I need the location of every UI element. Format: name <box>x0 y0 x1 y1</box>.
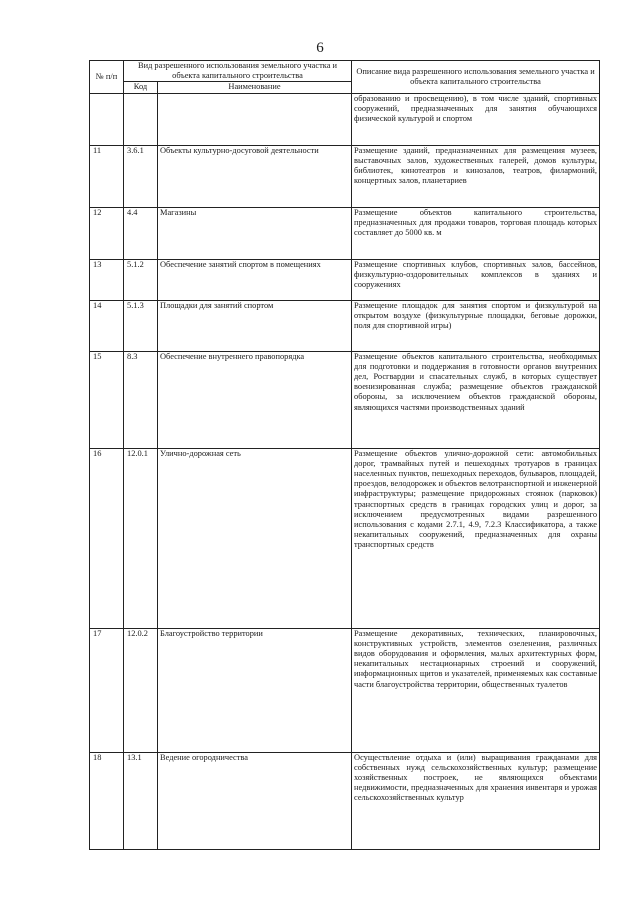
row-description: Размещение зданий, предназначенных для размещения музеев, выставочных залов, художественных галерей, домов культуры, библиотек, кинотеатров и кинозалов, театров, филармоний, концертных залов, планетариев <box>352 145 600 207</box>
table-row <box>90 752 600 849</box>
row-code: 4.4 <box>124 207 158 259</box>
row-number: 11 <box>90 145 124 207</box>
row-number: 12 <box>90 207 124 259</box>
table-row <box>90 93 600 145</box>
row-number: 14 <box>90 300 124 351</box>
row-code: 5.1.3 <box>124 300 158 351</box>
row-description: Размещение объектов улично-дорожной сети: автомобильных дорог, трамвайных путей и пешеходных тротуаров в границах населенных пунктов, пешеходных переходов, бульваров, площадей, проездов, велодорожек и объектов велотранспортной и инженерной инфраструктуры; размещение придорожных стоянок (парковок) транспортных средств в границах городских улиц и дорог, за исключением предусмотренных видами разрешенного использования с кодами 2.7.1, 4.9, 7.2.3 Классификатора, а также некапитальных сооружений, предназначенных для охраны транспортных средств <box>352 448 600 628</box>
row-name: Магазины <box>158 207 352 259</box>
row-description: Осуществление отдыха и (или) выращивания гражданами для собственных нужд сельскохозяйственных культур; размещение хозяйственных построек, не являющихся объектами недвижимости, предназначенных для хранения инвентаря и урожая сельскохозяйственных культур <box>352 752 600 849</box>
header-code: Код <box>124 82 158 93</box>
header-name: Наименование <box>158 82 352 93</box>
row-code: 3.6.1 <box>124 145 158 207</box>
row-description: образованию и просвещению), в том числе зданий, спортивных сооружений, предназначенных для занятия обучающихся физической культурой и спортом <box>352 93 600 145</box>
table-row <box>90 207 600 259</box>
row-name: Ведение огородничества <box>158 752 352 849</box>
row-number: 17 <box>90 628 124 752</box>
row-number <box>90 93 124 145</box>
row-number: 18 <box>90 752 124 849</box>
row-description: Размещение объектов капитального строительства, предназначенных для продажи товаров, торговая площадь которых составляет до 5000 кв. м <box>352 207 600 259</box>
row-description: Размещение объектов капитального строительства, необходимых для подготовки и поддержания в готовности органов внутренних дел, Росгвардии и спасательных служб, в которых существует военизированная служба; размещение объектов гражданской обороны, за исключением объектов гражданской обороны, являющихся частями производственных зданий <box>352 351 600 448</box>
row-name: Обеспечение внутреннего правопорядка <box>158 351 352 448</box>
page-number: 6 <box>316 40 324 56</box>
row-name <box>158 93 352 145</box>
row-number: 13 <box>90 259 124 300</box>
row-name: Обеспечение занятий спортом в помещениях <box>158 259 352 300</box>
row-description: Размещение декоративных, технических, планировочных, конструктивных устройств, элементов озеленения, различных видов оборудования и оформления, малых архитектурных форм, некапитальных нестационарных строений и сооружений, информационных щитов и указателей, применяемых как составные части благоустройства территории, общественных туалетов <box>352 628 600 752</box>
row-name: Улично-дорожная сеть <box>158 448 352 628</box>
table-row <box>90 628 600 752</box>
table-row <box>90 300 600 351</box>
row-name: Благоустройство территории <box>158 628 352 752</box>
header-num: № п/п <box>90 61 124 94</box>
row-name: Объекты культурно-досуговой деятельности <box>158 145 352 207</box>
row-description: Размещение площадок для занятия спортом и физкультурой на открытом воздухе (физкультурные площадки, беговые дорожки, поля для спортивной игры) <box>352 300 600 351</box>
table-header-row <box>90 61 600 82</box>
header-group: Вид разрешенного использования земельного участка и объекта капитального строительства <box>124 61 352 82</box>
row-code: 8.3 <box>124 351 158 448</box>
row-code: 12.0.1 <box>124 448 158 628</box>
land-use-table <box>89 60 600 850</box>
row-code: 12.0.2 <box>124 628 158 752</box>
row-code <box>124 93 158 145</box>
row-number: 16 <box>90 448 124 628</box>
table-row <box>90 259 600 300</box>
row-name: Площадки для занятий спортом <box>158 300 352 351</box>
table-row <box>90 145 600 207</box>
table-row <box>90 448 600 628</box>
row-code: 5.1.2 <box>124 259 158 300</box>
row-number: 15 <box>90 351 124 448</box>
row-code: 13.1 <box>124 752 158 849</box>
header-description: Описание вида разрешенного использования земельного участка и объекта капитального строительства <box>352 61 600 94</box>
row-description: Размещение спортивных клубов, спортивных залов, бассейнов, физкультурно-оздоровительных комплексов в зданиях и сооружениях <box>352 259 600 300</box>
table-row <box>90 351 600 448</box>
